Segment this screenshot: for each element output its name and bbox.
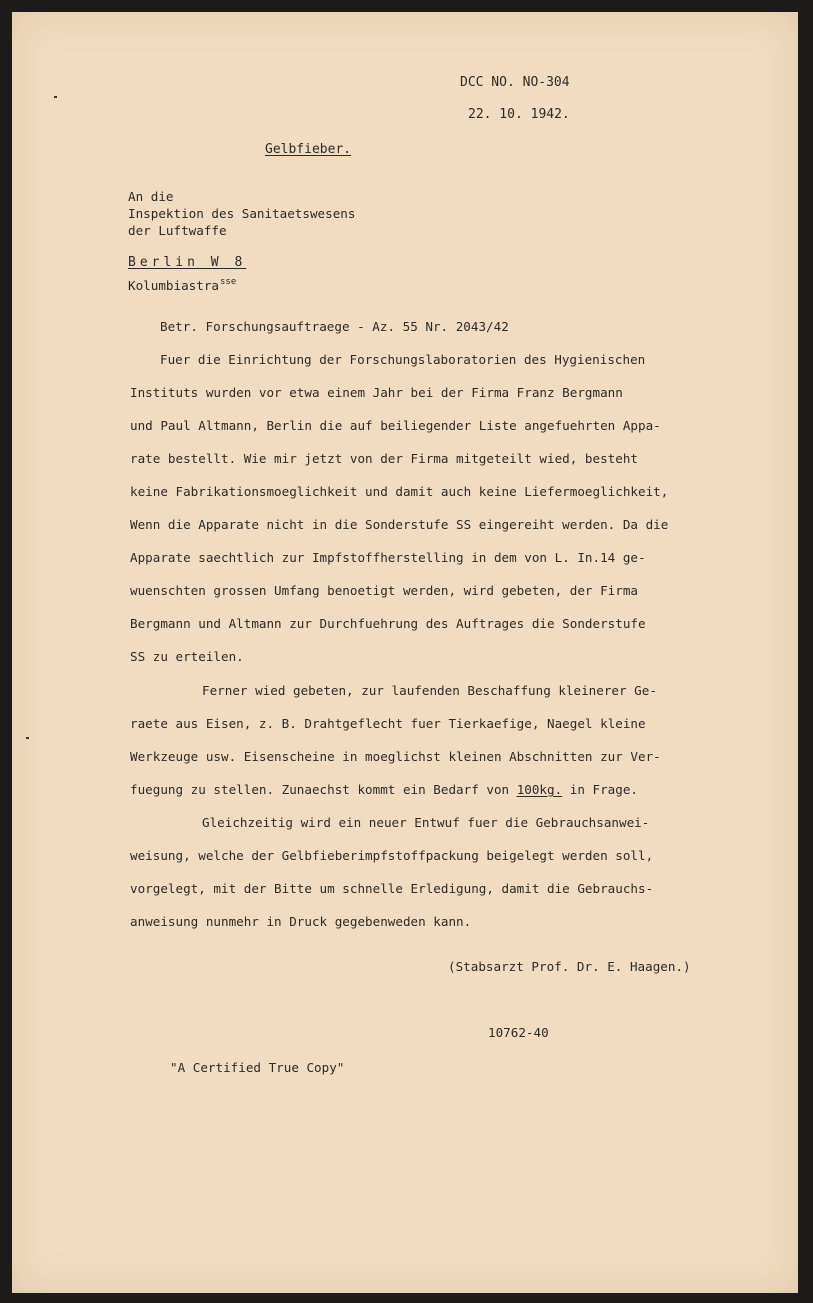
address-line-3: der Luftwaffe <box>128 223 227 238</box>
paragraph-2-text: fuegung zu stellen. Zunaechst kommt ein Bedarf von <box>130 782 517 797</box>
paragraph-1-line: Apparate saechtlich zur Impfstoffherstelling in dem von L. In.14 ge- <box>130 550 646 565</box>
document-page <box>12 12 798 1293</box>
paragraph-2-line: raete aus Eisen, z. B. Drahtgeflecht fuer Tierkaefige, Naegel kleine <box>130 716 646 731</box>
address-city: Berlin W 8 <box>128 255 247 270</box>
paragraph-2-line: Ferner wied gebeten, zur laufenden Beschaffung kleinerer Ge- <box>202 683 657 698</box>
paragraph-1-line: Wenn die Apparate nicht in die Sonderstufe SS eingereiht werden. Da die <box>130 517 669 532</box>
paragraph-2-text: in Frage. <box>562 782 639 797</box>
quantity-value: 100kg. <box>516 782 563 797</box>
paragraph-3-line: vorgelegt, mit der Bitte um schnelle Erledigung, damit die Gebrauchs- <box>130 881 654 896</box>
paragraph-1-line: rate bestellt. Wie mir jetzt von der Firma mitgeteilt wied, besteht <box>130 451 638 466</box>
paragraph-3-line: weisung, welche der Gelbfieberimpfstoffpackung beigelegt werden soll, <box>130 848 654 863</box>
paragraph-1-line: SS zu erteilen. <box>130 649 244 664</box>
doc-number: DCC NO. NO-304 <box>460 75 570 90</box>
address-street <box>128 277 236 293</box>
paragraph-1-line: Bergmann und Altmann zur Durchfuehrung des Auftrages die Sonderstufe <box>130 616 646 631</box>
paragraph-1-line: Fuer die Einrichtung der Forschungslaboratorien des Hygienischen <box>160 352 646 367</box>
paragraph-1-line: und Paul Altmann, Berlin die auf beiliegender Liste angefuehrten Appa- <box>130 418 661 433</box>
subject-title: Gelbfieber. <box>265 142 352 157</box>
certification-note: "A Certified True Copy" <box>170 1060 345 1075</box>
paper-mark <box>26 737 29 739</box>
address-line-1: An die <box>128 189 174 204</box>
street-name: Kolumbiastra <box>128 278 219 293</box>
signature: (Stabsarzt Prof. Dr. E. Haagen.) <box>448 959 691 974</box>
paragraph-2-line: Werkzeuge usw. Eisenscheine in moeglichst kleinen Abschnitten zur Ver- <box>130 749 661 764</box>
address-line-2: Inspektion des Sanitaetswesens <box>128 206 356 221</box>
paragraph-1-line: Instituts wurden vor etwa einem Jahr bei der Firma Franz Bergmann <box>130 385 623 400</box>
paragraph-2-line <box>130 783 638 797</box>
reference-line: Betr. Forschungsauftraege - Az. 55 Nr. 2043/42 <box>160 319 509 334</box>
paragraph-1-line: wuenschten grossen Umfang benoetigt werden, wird gebeten, der Firma <box>130 583 638 598</box>
paragraph-3-line: Gleichzeitig wird ein neuer Entwuf fuer die Gebrauchsanwei- <box>202 815 650 830</box>
footer-number: 10762-40 <box>488 1025 549 1040</box>
street-suffix: sse <box>220 277 237 287</box>
doc-date: 22. 10. 1942. <box>468 107 570 122</box>
paper-mark <box>54 96 57 98</box>
paragraph-3-line: anweisung nunmehr in Druck gegebenweden kann. <box>130 914 472 929</box>
paragraph-1-line: keine Fabrikationsmoeglichkeit und damit auch keine Liefermoeglichkeit, <box>130 484 669 499</box>
